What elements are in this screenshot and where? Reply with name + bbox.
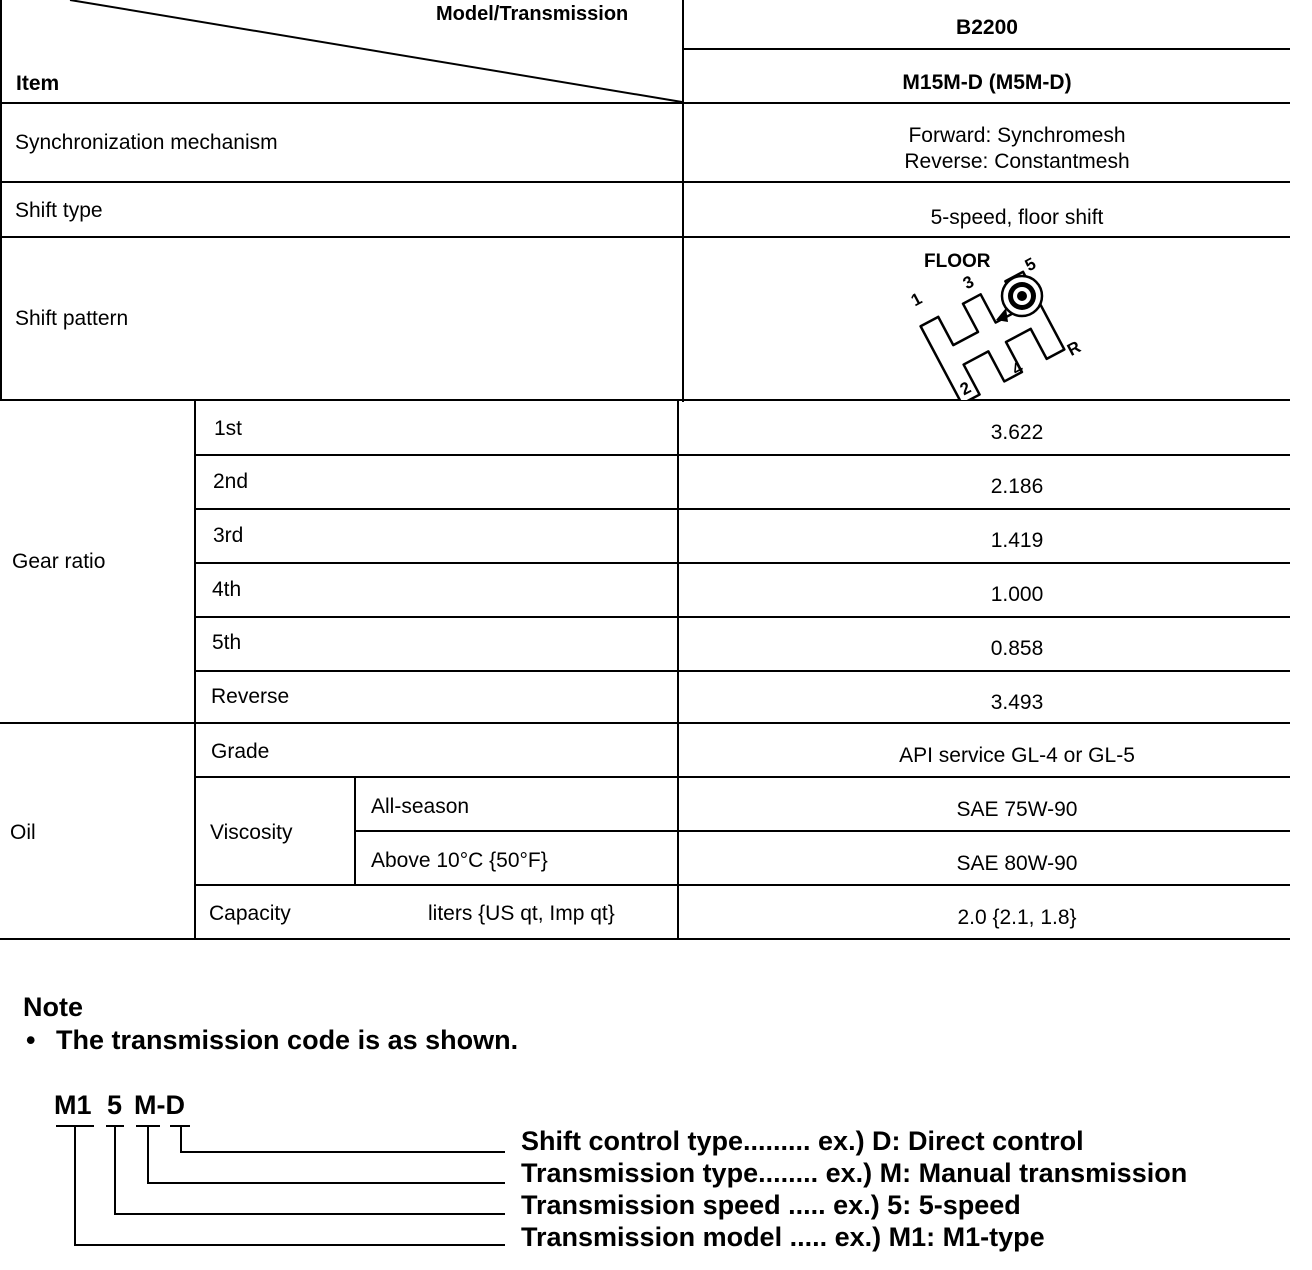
viscosity-label: Viscosity: [210, 821, 293, 844]
sync-label: Synchronization mechanism: [15, 131, 278, 154]
gear-value-5th: 0.858: [990, 637, 1044, 660]
code-leader-lines: [0, 1120, 520, 1250]
legend-item-shift-control: [521, 1126, 1084, 1157]
gear-pos-2: 2: [956, 377, 975, 400]
item-label: Item: [16, 72, 60, 95]
code-part-type-control: M-D: [134, 1090, 185, 1120]
capacity-unit: liters {US qt, Imp qt}: [428, 902, 615, 925]
capacity-label: Capacity: [209, 902, 291, 925]
shift-pattern-label: Shift pattern: [15, 307, 129, 330]
legend-example: ex.) M1: M1-type: [834, 1222, 1045, 1252]
note-bullet: •: [26, 1025, 36, 1055]
gear-value-2nd: 2.186: [990, 475, 1044, 498]
legend-dots: ........: [758, 1158, 819, 1188]
gear-value-4th: 1.000: [990, 583, 1044, 606]
shift-type-label: Shift type: [15, 199, 103, 222]
legend-dots: .....: [788, 1190, 826, 1220]
legend-dots: .....: [789, 1222, 828, 1252]
gear-value-3rd: 1.419: [990, 529, 1044, 552]
legend-item-transmission-speed: [521, 1190, 1021, 1221]
oil-grade-label: Grade: [211, 740, 270, 763]
legend-item-transmission-model: [521, 1222, 1045, 1253]
gear-value-1st: 3.622: [990, 421, 1044, 444]
legend-example: ex.) 5: 5-speed: [833, 1190, 1021, 1220]
viscosity-all-season-label: All-season: [371, 795, 470, 818]
transmission-name: M15M-D (M5M-D): [902, 71, 1072, 94]
capacity-value: 2.0 {2.1, 1.8}: [957, 906, 1077, 929]
sync-value-forward: Forward: Synchromesh: [908, 124, 1126, 147]
floor-label: FLOOR: [924, 251, 991, 272]
note-text: The transmission code is as shown.: [56, 1025, 519, 1055]
viscosity-all-season-value: SAE 75W-90: [956, 798, 1078, 821]
legend-name: Transmission model: [521, 1222, 783, 1252]
code-part-model: M1: [54, 1090, 92, 1120]
model-transmission-label: Model/Transmission: [436, 3, 629, 25]
gear-pos-1: 1: [907, 288, 926, 311]
gear-label-1st: 1st: [214, 417, 243, 440]
viscosity-above-value: SAE 80W-90: [956, 852, 1078, 875]
legend-example: ex.) D: Direct control: [818, 1126, 1084, 1156]
gear-label-2nd: 2nd: [213, 470, 249, 493]
gear-ratio-label: Gear ratio: [12, 550, 106, 573]
gear-pos-4: 4: [1008, 357, 1027, 380]
gear-label-3rd: 3rd: [213, 524, 244, 547]
sync-value-reverse: Reverse: Constantmesh: [904, 150, 1130, 173]
legend-name: Shift control type: [521, 1126, 743, 1156]
oil-label: Oil: [10, 821, 36, 844]
gear-label-4th: 4th: [212, 578, 242, 601]
gear-label-reverse: Reverse: [211, 685, 290, 708]
gear-pos-5: 5: [1021, 253, 1040, 276]
legend-name: Transmission speed: [521, 1190, 781, 1220]
oil-grade-value: API service GL-4 or GL-5: [899, 744, 1135, 767]
note-title: Note: [23, 992, 83, 1022]
legend-dots: .........: [743, 1126, 811, 1156]
gear-pos-r: R: [1064, 337, 1084, 360]
gear-label-5th: 5th: [212, 631, 242, 654]
shift-gate-icon: [900, 260, 1100, 400]
shift-type-value: 5-speed, floor shift: [930, 206, 1104, 229]
gear-pos-3: 3: [959, 271, 978, 294]
legend-item-transmission-type: [521, 1158, 1187, 1189]
legend-name: Transmission type: [521, 1158, 759, 1188]
legend-example: ex.) M: Manual transmission: [825, 1158, 1188, 1188]
gear-value-reverse: 3.493: [990, 691, 1044, 714]
code-part-speed: 5: [107, 1090, 123, 1120]
viscosity-above-label: Above 10°C {50°F}: [371, 849, 548, 872]
model-name: B2200: [956, 16, 1018, 39]
